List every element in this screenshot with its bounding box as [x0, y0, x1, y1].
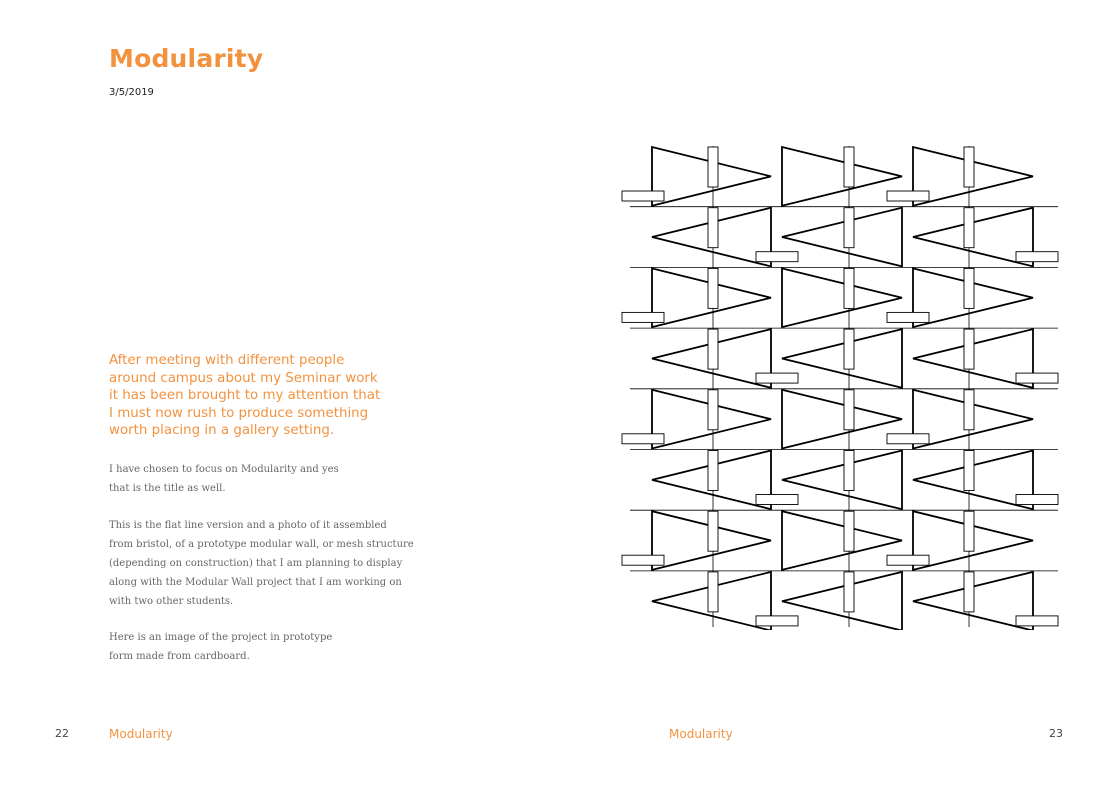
connector-slot — [708, 268, 718, 308]
connector-slot — [708, 572, 718, 612]
connector-slot — [964, 208, 974, 248]
connector-slot — [708, 390, 718, 430]
connector-tab — [887, 434, 929, 444]
triangle-panel — [782, 147, 902, 206]
connector-slot — [708, 451, 718, 491]
triangle-panel — [782, 390, 902, 449]
connector-slot — [844, 147, 854, 187]
body-line: I have chosen to focus on Modularity and yes — [109, 464, 339, 475]
connector-slot — [844, 511, 854, 551]
lead-line: around campus about my Seminar work — [109, 370, 378, 386]
body-line: This is the flat line version and a photo of it assembled — [109, 520, 387, 531]
body-paragraph-3 — [109, 628, 409, 666]
triangle-panel — [782, 208, 902, 267]
page-number-left: 22 — [55, 727, 69, 740]
triangle-panel — [782, 268, 902, 327]
connector-slot — [844, 268, 854, 308]
entry-date: 3/5/2019 — [109, 87, 154, 98]
lead-line: After meeting with different people — [109, 353, 345, 368]
connector-tab — [1016, 373, 1058, 383]
connector-tab — [622, 555, 664, 565]
body-line: with two other students. — [109, 596, 234, 607]
connector-slot — [844, 572, 854, 612]
connector-slot — [844, 390, 854, 430]
connector-tab — [887, 312, 929, 322]
connector-tab — [756, 616, 798, 626]
connector-tab — [622, 312, 664, 322]
connector-slot — [964, 147, 974, 187]
lead-paragraph — [109, 352, 409, 440]
triangle-panel — [782, 451, 902, 510]
connector-slot — [844, 451, 854, 491]
body-line: along with the Modular Wall project that I am working on — [109, 577, 402, 588]
connector-slot — [844, 329, 854, 369]
connector-slot — [964, 390, 974, 430]
connector-slot — [844, 208, 854, 248]
connector-slot — [964, 268, 974, 308]
running-footer-right: Modularity — [669, 727, 733, 741]
connector-tab — [887, 191, 929, 201]
connector-tab — [1016, 252, 1058, 262]
connector-tab — [756, 252, 798, 262]
connector-tab — [1016, 616, 1058, 626]
connector-slot — [964, 329, 974, 369]
body-line: form made from cardboard. — [109, 651, 250, 662]
triangle-panel — [782, 329, 902, 388]
lead-line: I must now rush to produce something — [109, 405, 369, 421]
connector-slot — [708, 511, 718, 551]
body-line: from bristol, of a prototype modular wall, or mesh structure — [109, 539, 414, 550]
body-line: Here is an image of the project in prototype — [109, 632, 333, 643]
connector-tabs — [622, 147, 1058, 626]
lead-line: it has been brought to my attention that — [109, 388, 381, 403]
connector-tab — [622, 191, 664, 201]
connector-tab — [756, 373, 798, 383]
running-footer-left: Modularity — [109, 727, 173, 741]
body-paragraph-1 — [109, 460, 409, 498]
connector-slot — [964, 511, 974, 551]
body-line: that is the title as well. — [109, 483, 226, 494]
page-number-right: 23 — [1049, 727, 1063, 740]
triangle-panel — [782, 511, 902, 570]
connector-slot — [708, 208, 718, 248]
body-paragraph-2 — [109, 516, 414, 611]
connector-tab — [887, 555, 929, 565]
connector-tab — [622, 434, 664, 444]
page-title: Modularity — [109, 44, 264, 73]
connector-slot — [964, 451, 974, 491]
connector-slot — [964, 572, 974, 612]
connector-tab — [1016, 495, 1058, 505]
body-line: (depending on construction) that I am planning to display — [109, 558, 403, 569]
triangle-panel — [782, 572, 902, 630]
modular-wall-line-drawing — [615, 140, 1065, 630]
connector-tab — [756, 495, 798, 505]
connector-slot — [708, 329, 718, 369]
lead-line: worth placing in a gallery setting. — [109, 423, 335, 438]
connector-slot — [708, 147, 718, 187]
